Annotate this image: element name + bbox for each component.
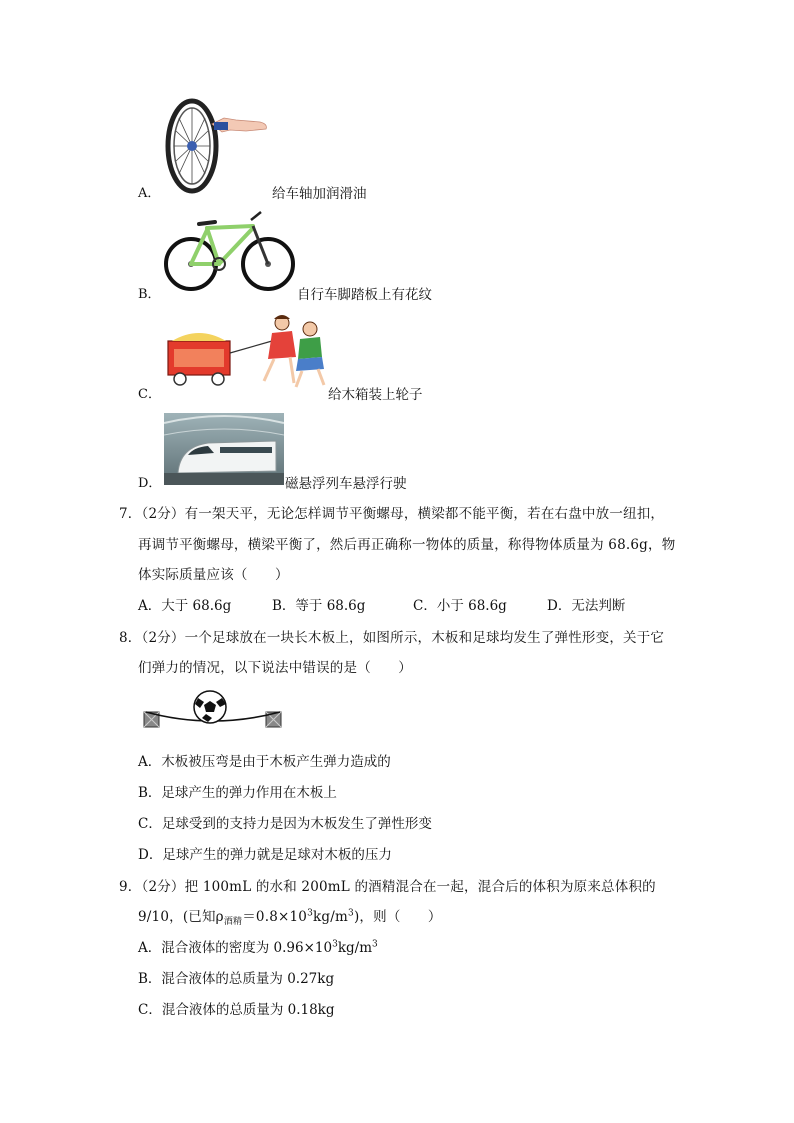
q9-line1: 9．（2分）把 100mL 的水和 200mL 的酒精混合在一起，混合后的体积为原来总体积的 — [119, 879, 656, 895]
option-d-text: 磁悬浮列车悬浮行驶 — [285, 476, 407, 492]
q9-option-a-sup: 3 — [332, 939, 338, 950]
q7-line2: 再调节平衡螺母，横梁平衡了，然后再正确称一物体的质量，称得物体质量为 68.6g，物 — [138, 537, 676, 553]
bicycle-wheel-oil-icon — [164, 96, 274, 194]
option-c-letter: C． — [138, 387, 161, 402]
q7-line1: 7．（2分）有一架天平，无论怎样调节平衡螺母，横梁都不能平衡，若在右盘中放一纽扣， — [119, 506, 665, 522]
q9-option-a — [138, 936, 378, 956]
children-pulling-cart-icon — [164, 311, 329, 393]
option-b-text: 自行车脚踏板上有花纹 — [297, 287, 432, 303]
option-a-text: 给车轴加润滑油 — [272, 186, 367, 202]
q9-line2 — [138, 905, 442, 925]
q9-line2-sup: 3 — [307, 908, 314, 919]
q7-option-d: D．无法判断 — [547, 598, 626, 614]
bicycle-icon — [163, 206, 297, 296]
q9-option-a-part-b: kg/m — [337, 940, 372, 956]
option-a-letter: A． — [138, 186, 161, 201]
q9-option-b: B．混合液体的总质量为 0.27kg — [138, 971, 335, 987]
q7-option-a: A．大于 68.6g — [138, 598, 232, 614]
option-b-letter: B． — [138, 287, 161, 302]
maglev-train-icon — [164, 413, 284, 485]
q7-line3: 体实际质量应该（ ） — [138, 567, 289, 583]
q9-option-c: C．混合液体的总质量为 0.18kg — [138, 1002, 335, 1018]
q8-line1: 8．（2分）一个足球放在一块长木板上，如图所示，木板和足球均发生了弹性形变，关于它 — [119, 630, 665, 646]
football-on-board-figure — [142, 688, 284, 732]
q9-line2-sup2: 3 — [348, 908, 354, 919]
q7-option-b: B．等于 68.6g — [272, 598, 366, 614]
q9-line2-part-b: ＝0.8×10 — [242, 909, 308, 925]
q8-option-b: B．足球产生的弹力作用在木板上 — [138, 785, 337, 801]
q9-line2-part-c: kg/m — [313, 909, 349, 925]
q9-option-a-part-a: A．混合液体的密度为 0.96×10 — [138, 940, 333, 956]
q8-option-c: C．足球受到的支持力是因为木板发生了弹性形变 — [138, 816, 432, 832]
option-d-letter: D． — [138, 476, 162, 491]
q9-line2-part-a: 9/10，(已知ρ — [138, 909, 224, 925]
q9-line2-part-d: )，则（ ） — [353, 909, 442, 925]
q8-option-a: A．木板被压弯是由于木板产生弹力造成的 — [138, 754, 391, 770]
q8-option-d: D．足球产生的弹力就是足球对木板的压力 — [138, 847, 392, 863]
option-c-text: 给木箱装上轮子 — [328, 387, 423, 403]
q9-line2-sub: 酒精 — [223, 917, 243, 927]
q7-option-c: C．小于 68.6g — [413, 598, 507, 614]
q9-option-a-sup2: 3 — [372, 939, 378, 950]
q8-line2: 们弹力的情况，以下说法中错误的是（ ） — [138, 660, 412, 676]
